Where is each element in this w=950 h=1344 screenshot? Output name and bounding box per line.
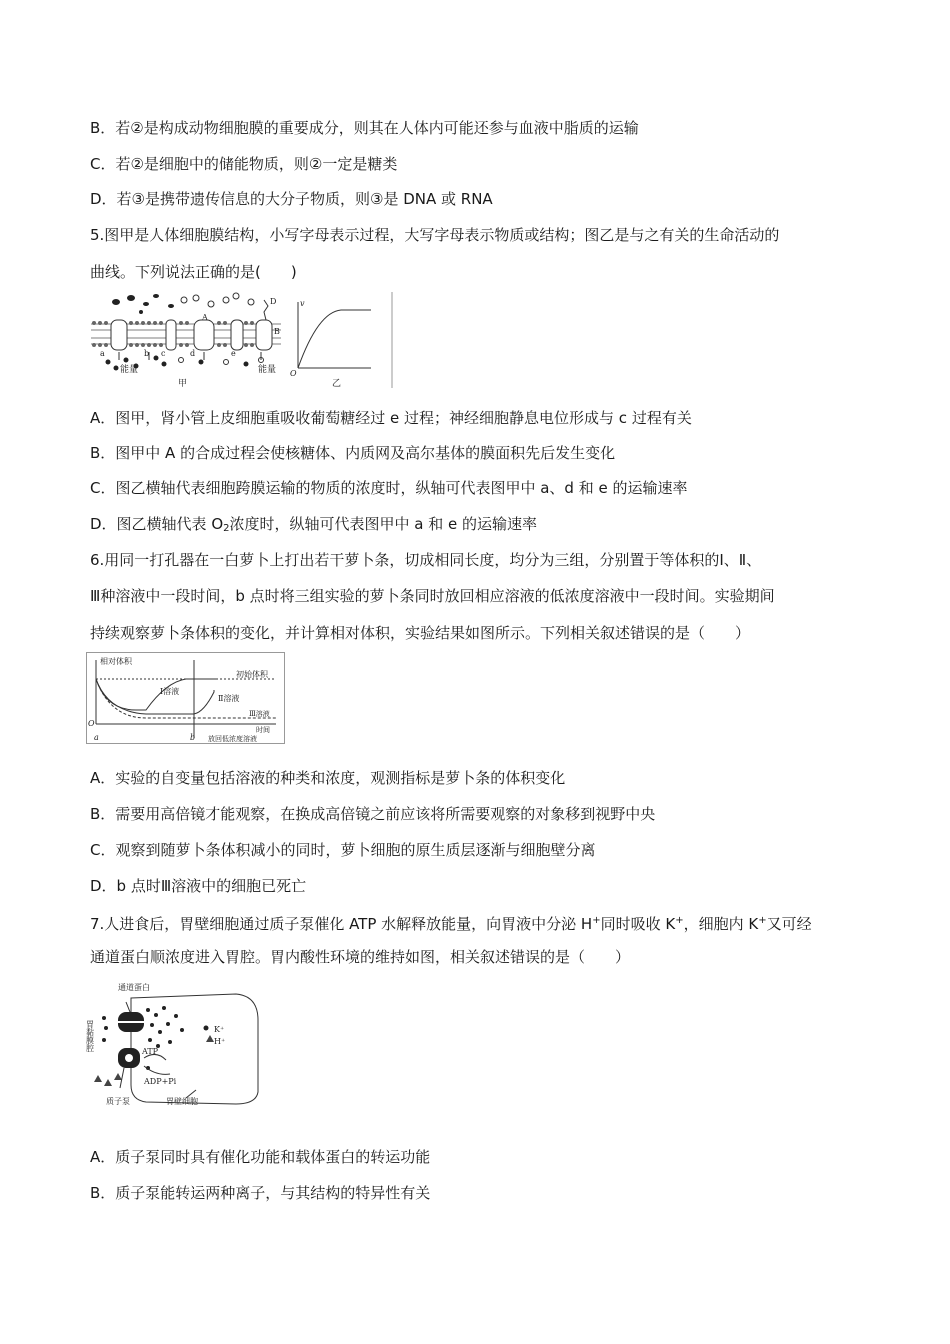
- q7-stem-line-2: 通道蛋白顺浓度进入胃腔。胃内酸性环境的维持如图，相关叙述错误的是（ ）: [90, 948, 631, 966]
- q5-energy-label-1: 能量: [120, 365, 139, 375]
- q5-label-c: c: [161, 349, 166, 358]
- q7-atp-label: ATP: [142, 1047, 159, 1056]
- q6-solution-2: Ⅱ溶液: [218, 694, 240, 703]
- q6-stem-line-1: 6.用同一打孔器在一白萝卜上打出若干萝卜条，切成相同长度，均分为三组，分别置于等体积的Ⅰ、Ⅱ、: [90, 551, 762, 569]
- q5-label-B: B: [274, 327, 280, 336]
- q5-label-b: b: [144, 349, 150, 358]
- q6-origin: O: [88, 719, 95, 728]
- q5-option-c: C．图乙横轴代表细胞跨膜运输的物质的浓度时，纵轴可代表图甲中 a、d 和 e 的运输速率: [90, 479, 688, 497]
- q7-figure-proton-pump: [86, 980, 266, 1108]
- q5-stem-line-2: 曲线。下列说法正确的是( ): [90, 263, 297, 281]
- q7-lumen-label: 胃黏膜腔: [86, 1020, 95, 1052]
- q7-stem-1-post: 又可经: [766, 915, 812, 933]
- q5-label-a: a: [100, 349, 105, 358]
- q5-label-d: d: [190, 349, 196, 358]
- q6-stem-line-3: 持续观察萝卜条体积的变化，并计算相对体积，实验结果如图所示。下列相关叙述错误的是（ ）: [90, 624, 751, 642]
- q7-stem-1-mid2: ，细胞内 K: [683, 915, 759, 933]
- q7-sup-1: +: [592, 915, 601, 926]
- q7-sup-2: +: [675, 915, 684, 926]
- q5-option-d-sub: 2: [223, 523, 230, 534]
- q5-option-a: A．图甲，肾小管上皮细胞重吸收葡萄糖经过 e 过程；神经细胞静息电位形成与 c 过程有关: [90, 409, 692, 427]
- q5-option-d: [90, 514, 537, 539]
- q6-solution-3: Ⅲ溶液: [249, 710, 270, 718]
- q6-solution-1: Ⅰ溶液: [160, 687, 180, 696]
- q5-caption-jia: 甲: [178, 379, 188, 389]
- q5-energy-label-2: 能量: [258, 365, 277, 375]
- q6-option-b: B．需要用高倍镜才能观察，在换成高倍镜之前应该将所需要观察的对象移到视野中央: [90, 805, 656, 823]
- q5-figure-membrane: [86, 290, 396, 390]
- q4-option-d: D．若③是携带遗传信息的大分子物质，则③是 DNA 或 RNA: [90, 190, 493, 208]
- q7-sup-3: +: [758, 915, 767, 926]
- q4-option-c: C．若②是细胞中的储能物质，则②一定是糖类: [90, 155, 398, 173]
- q6-y-label: 相对体积: [100, 657, 132, 666]
- q5-option-b: B．图甲中 A 的合成过程会使核糖体、内质网及高尔基体的膜面积先后发生变化: [90, 444, 616, 462]
- q5-axis-origin: O: [290, 369, 297, 378]
- q6-stem-line-2: Ⅲ种溶液中一段时间，b 点时将三组实验的萝卜条同时放回相应溶液的低浓度溶液中一段时间。实验期间: [90, 587, 775, 605]
- q7-stem-line-1: [90, 911, 812, 934]
- q7-option-a: A．质子泵同时具有催化功能和载体蛋白的转运功能: [90, 1148, 431, 1166]
- q7-k-plus-label: K⁺: [214, 1025, 225, 1034]
- q5-label-e: e: [231, 349, 236, 358]
- q6-option-d: D．b 点时Ⅲ溶液中的细胞已死亡: [90, 877, 307, 895]
- q7-h-plus-label: H⁺: [214, 1037, 226, 1046]
- q6-time-label: 时间: [256, 726, 270, 734]
- q6-initial-volume: 初始体积: [236, 670, 268, 679]
- q7-adp-label: ADP+Pi: [144, 1077, 177, 1086]
- q5-option-d-post: 浓度时，纵轴可代表图甲中 a 和 e 的运输速率: [229, 515, 538, 533]
- q6-figure-volume-chart: [86, 652, 286, 744]
- q7-proton-pump-label: 质子泵: [106, 1097, 130, 1106]
- q6-back-low-label: 放回低浓度溶液: [208, 735, 257, 743]
- q6-point-b: b: [190, 733, 196, 742]
- q4-option-b: B．若②是构成动物细胞膜的重要成分，则其在人体内可能还参与血液中脂质的运输: [90, 119, 639, 137]
- q7-cell-label: 胃壁细胞: [166, 1097, 198, 1106]
- q5-caption-yi: 乙: [332, 379, 342, 389]
- q6-option-c: C．观察到随萝卜条体积减小的同时，萝卜细胞的原生质层逐渐与细胞壁分离: [90, 841, 596, 859]
- q5-label-A: A: [202, 313, 208, 322]
- q6-point-a: a: [94, 733, 99, 742]
- q5-stem-line-1: 5.图甲是人体细胞膜结构，小写字母表示过程，大写字母表示物质或结构；图乙是与之有关的生命活动的: [90, 226, 780, 244]
- q7-stem-1-mid: 同时吸收 K: [600, 915, 676, 933]
- q5-label-D: D: [270, 297, 277, 306]
- q6-option-a: A．实验的自变量包括溶液的种类和浓度，观测指标是萝卜条的体积变化: [90, 769, 566, 787]
- q7-stem-1-pre: 7.人进食后，胃壁细胞通过质子泵催化 ATP 水解释放能量，向胃液中分泌 H: [90, 915, 593, 933]
- q7-option-b: B．质子泵能转运两种离子，与其结构的特异性有关: [90, 1184, 431, 1202]
- q7-channel-protein: 通道蛋白: [118, 983, 150, 992]
- q5-option-d-pre: D．图乙横轴代表 O: [90, 515, 224, 533]
- q5-axis-v: v: [300, 299, 305, 308]
